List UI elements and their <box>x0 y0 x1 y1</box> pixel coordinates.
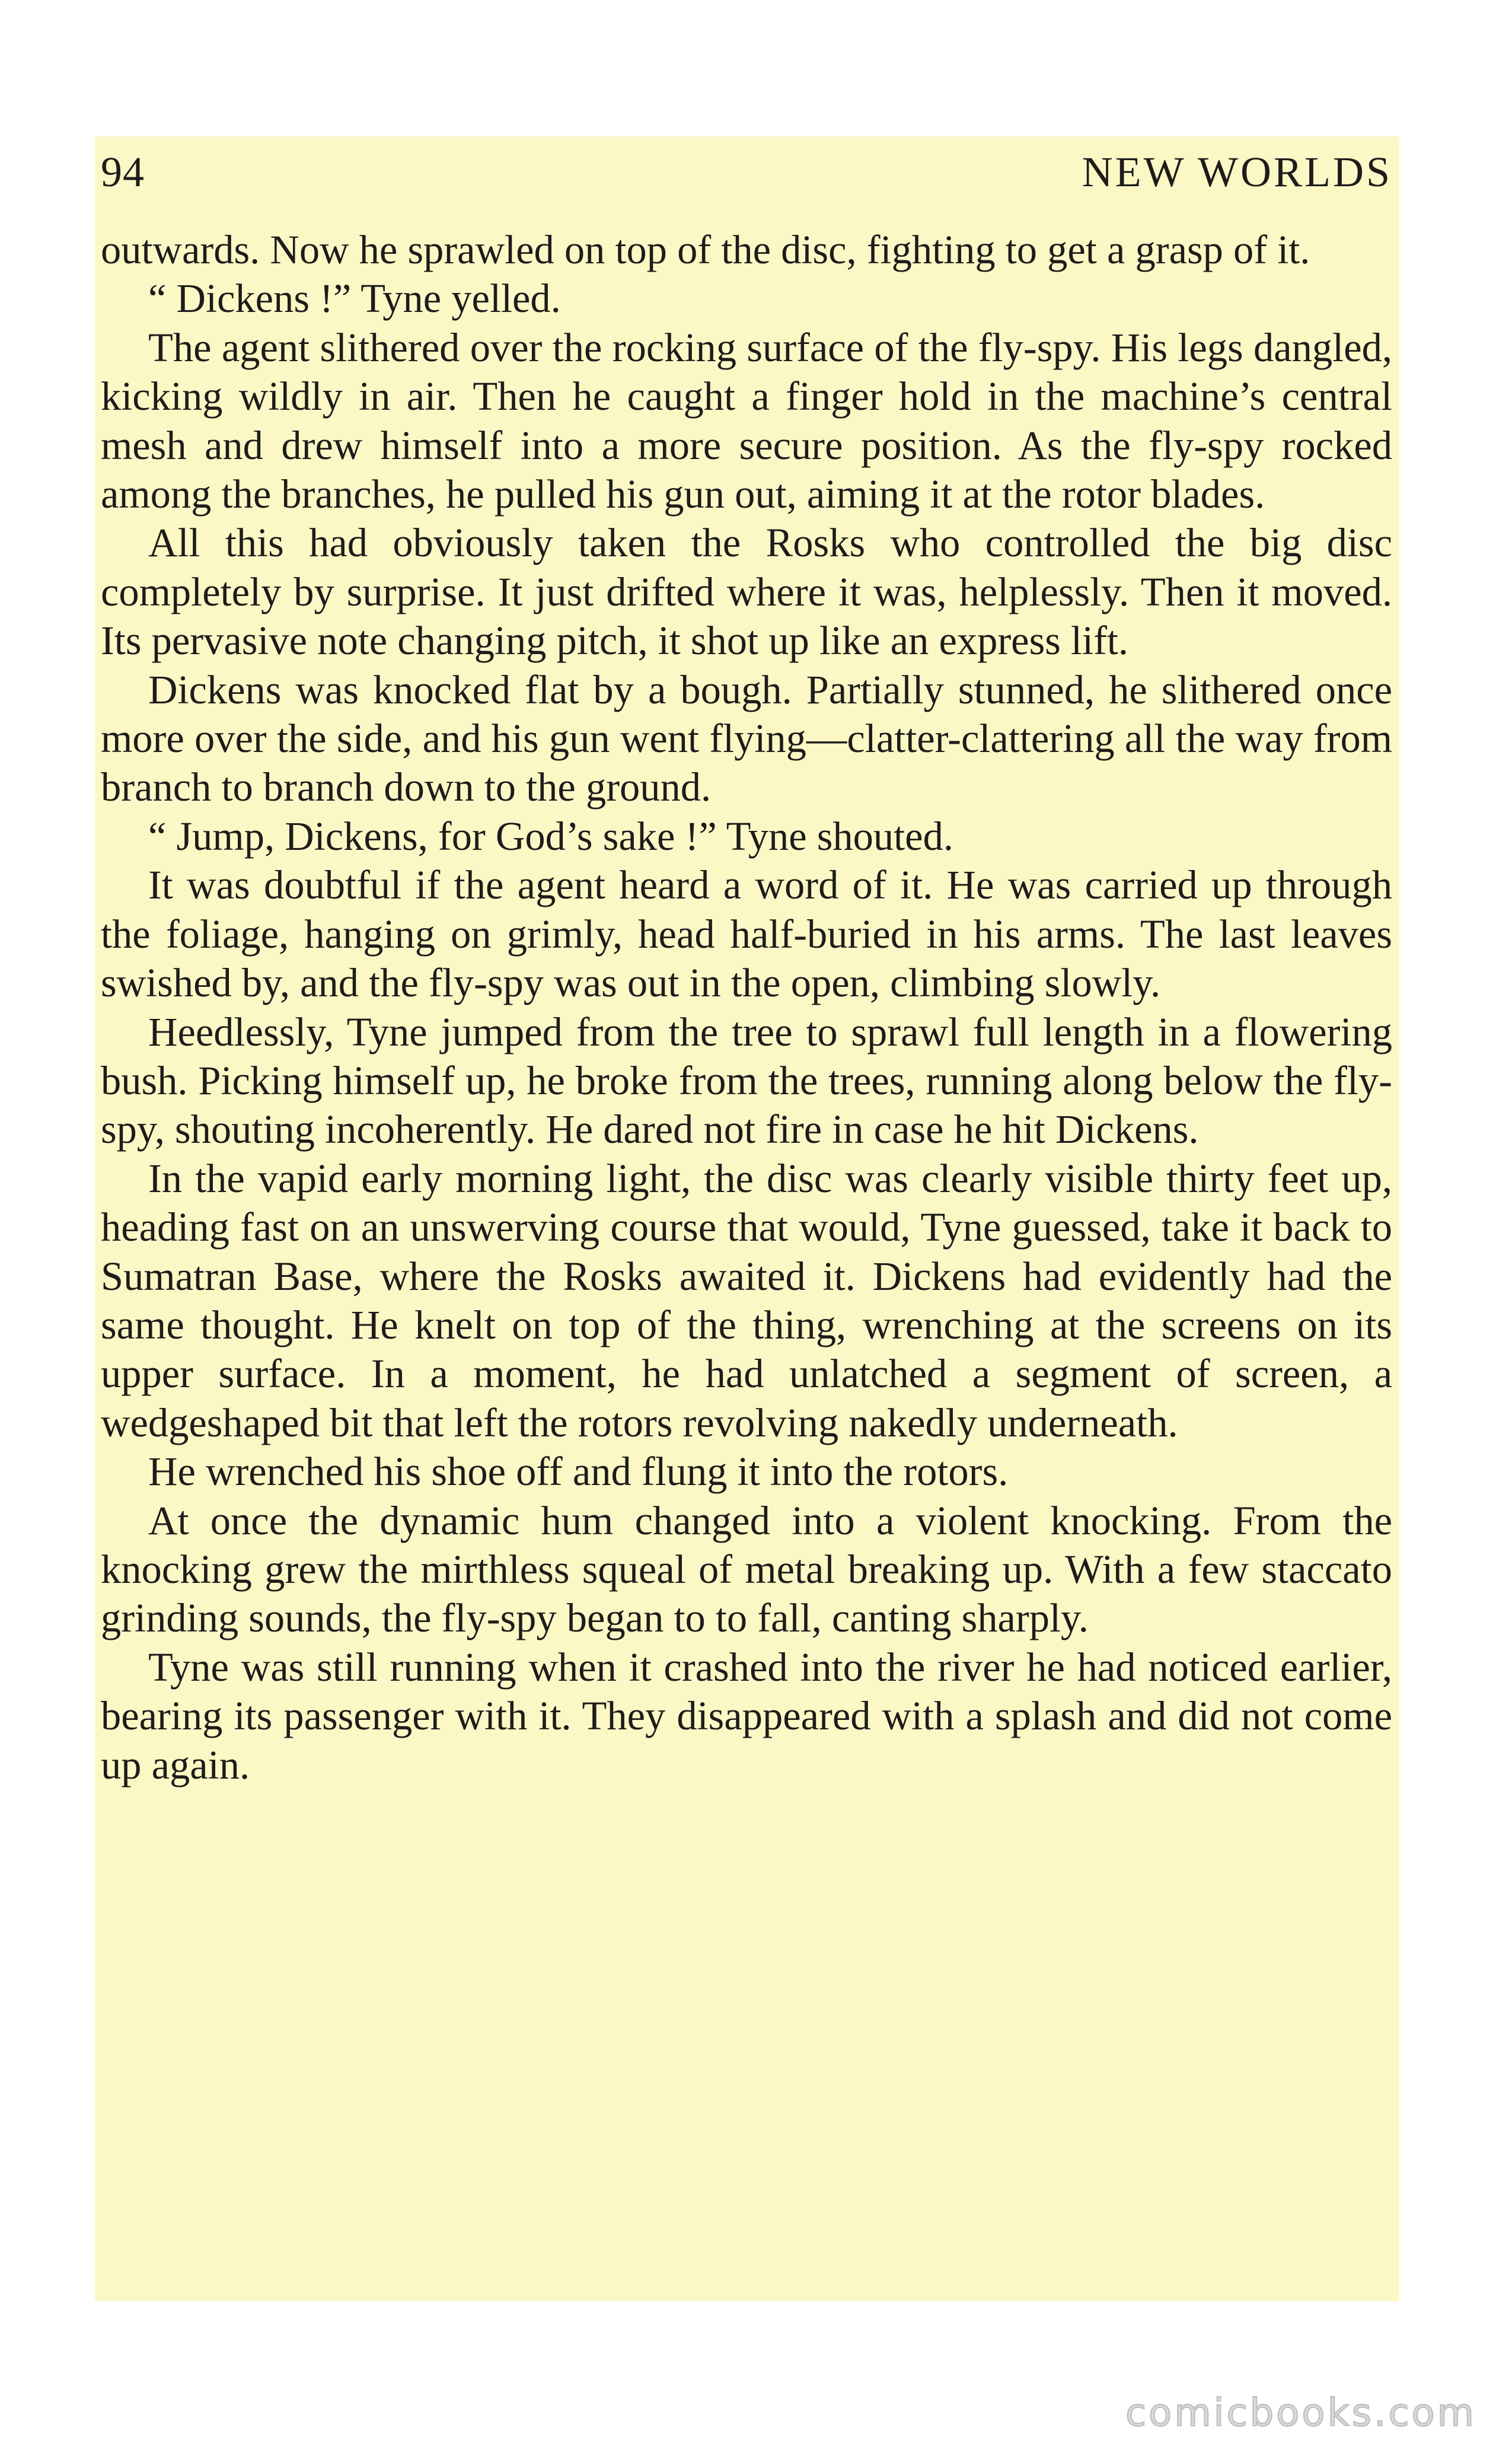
paragraph: At once the dynamic hum changed into a violent knocking. From the knocking grew the mirthless squeal of metal breaking up. With a few staccato grinding sounds, the fly-spy began to to fall, canting sharply. <box>101 1497 1392 1641</box>
paragraph: He wrenched his shoe off and flung it into the rotors. <box>148 1449 1009 1495</box>
body-text <box>101 225 1392 1789</box>
paragraph: Heedlessly, Tyne jumped from the tree to sprawl full length in a flowering bush. Picking himself up, he broke from the trees, running along below the fly-spy, shouting incoherently. He dared not fire in case he hit Dickens. <box>101 1009 1392 1152</box>
paragraph: “ Jump, Dickens, for God’s sake !” Tyne shouted. <box>148 813 953 859</box>
paragraph: “ Dickens !” Tyne yelled. <box>148 276 561 321</box>
running-head <box>101 136 1392 208</box>
page-number: 94 <box>101 148 145 196</box>
paragraph: In the vapid early morning light, the disc was clearly visible thirty feet up, heading fast on an unswerving course that would, Tyne guessed, take it back to Sumatran Base, where the Rosks awaited it. Dickens had evidently had the same thought. He knelt on top of the thing, wrenching at the screens on its upper surface. In a moment, he had unlatched a segment of screen, a wedgeshaped bit that left the rotors revolving nakedly underneath. <box>101 1155 1392 1445</box>
paragraph: Tyne was still running when it crashed into the river he had noticed earlier, bearing its passenger with it. They disappeared with a splash and did not come up again. <box>101 1644 1392 1788</box>
magazine-title: NEW WORLDS <box>1082 148 1392 196</box>
paragraph: Dickens was knocked flat by a bough. Partially stunned, he slithered once more over the side, and his gun went flying—clatter-clattering all the way from branch to branch down to the ground. <box>101 667 1392 810</box>
book-page <box>95 136 1399 2301</box>
paragraph: The agent slithered over the rocking surface of the fly-spy. His legs dangled, kicking wildly in air. Then he caught a finger hold in the machine’s central mesh and drew himself into a more secure position. As the fly-spy rocked among the branches, he pulled his gun out, aiming it at the rotor blades. <box>101 324 1392 517</box>
paragraph: All this had obviously taken the Rosks who controlled the big disc completely by surprise. It just drifted where it was, helplessly. Then it moved. Its pervasive note changing pitch, it shot up like an express lift. <box>101 520 1392 664</box>
paragraph: It was doubtful if the agent heard a word of it. He was carried up through the foliage, hanging on grimly, head half-buried in his arms. The last leaves swished by, and the fly-spy was out in the open, climbing slowly. <box>101 862 1392 1006</box>
watermark: comicbooks.com <box>1125 2391 1476 2435</box>
paragraph: outwards. Now he sprawled on top of the disc, fighting to get a grasp of it. <box>101 227 1310 272</box>
